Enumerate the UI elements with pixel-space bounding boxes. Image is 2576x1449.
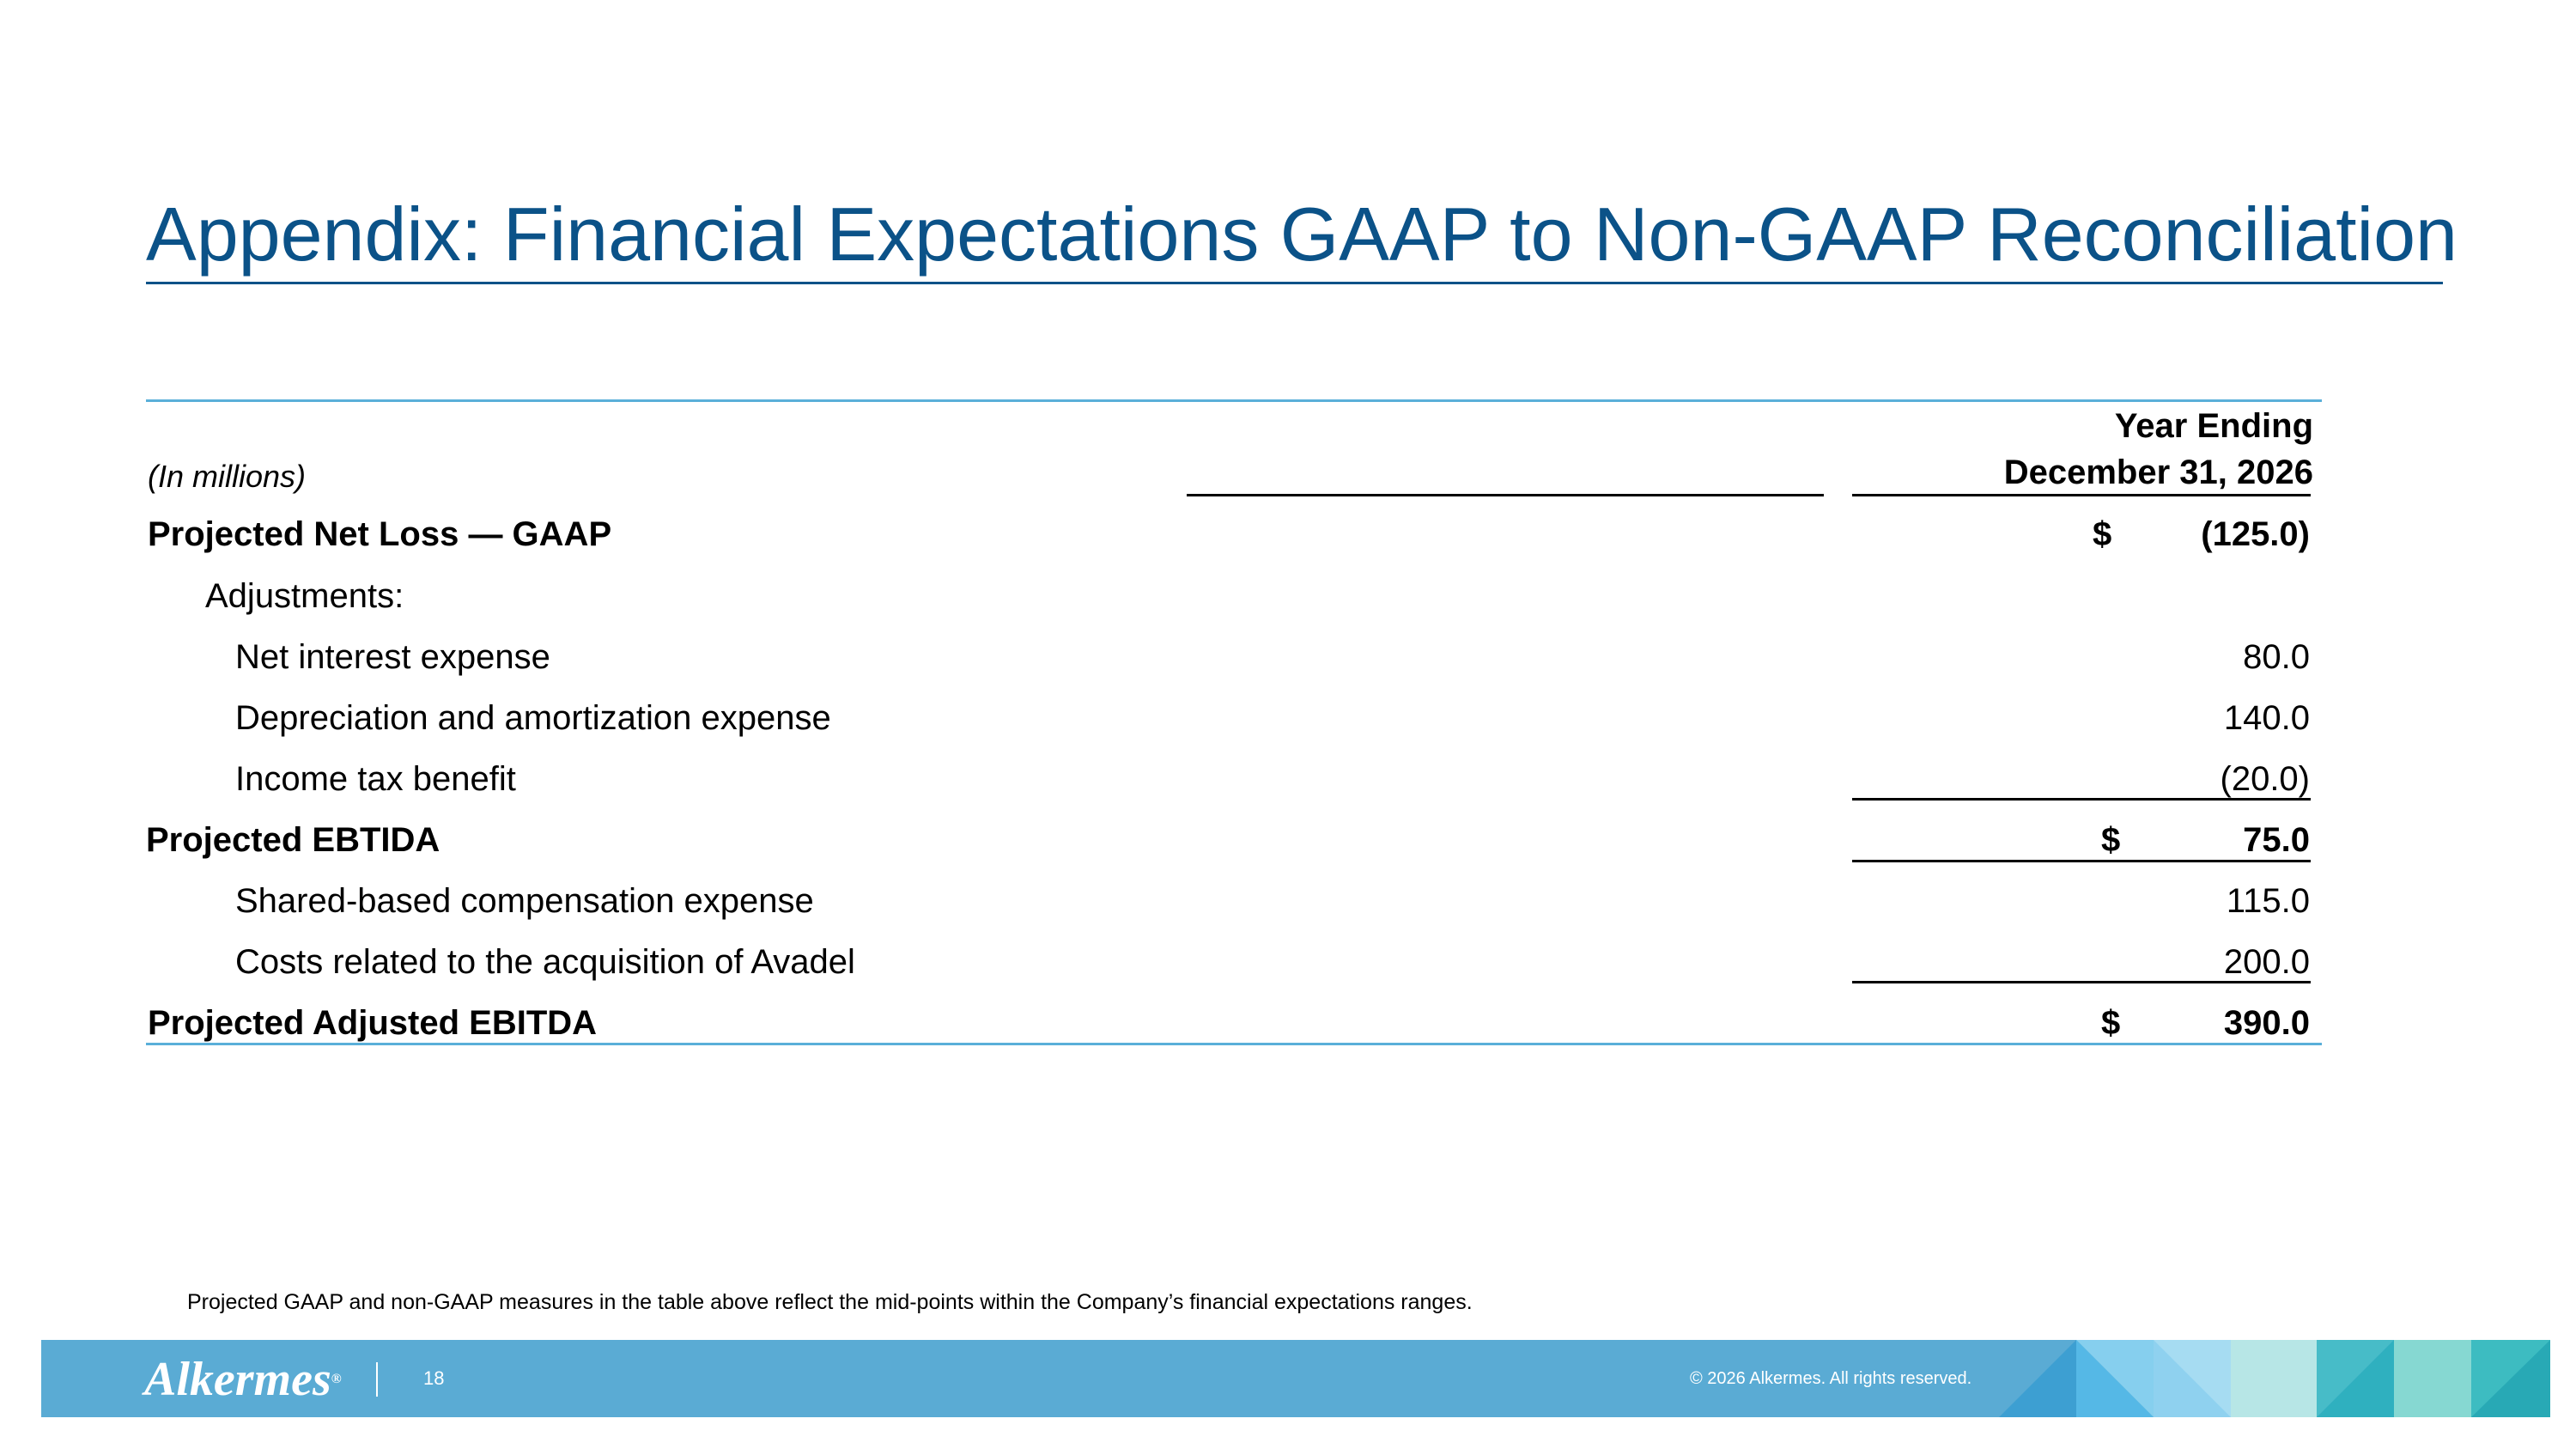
footer-divider [376, 1362, 378, 1397]
row-value: (125.0) [2201, 515, 2310, 553]
header-rule-right [1852, 494, 2311, 496]
currency-symbol: $ [2101, 1004, 2121, 1042]
row-value: 140.0 [2223, 699, 2310, 737]
page-title: Appendix: Financial Expectations GAAP to Non-GAAP Reconciliation [146, 192, 2458, 277]
page-number: 18 [423, 1367, 445, 1389]
row-value: 115.0 [2226, 882, 2310, 920]
row-value: 80.0 [2243, 638, 2310, 676]
company-logo [144, 1354, 342, 1405]
row-label: Shared-based compensation expense [235, 882, 814, 920]
column-header-year: Year Ending [2114, 407, 2313, 445]
subtotal-rule [1852, 981, 2311, 983]
currency-symbol: $ [2101, 821, 2121, 859]
units-label: (In millions) [148, 459, 307, 494]
row-label: Projected Net Loss — GAAP [148, 515, 612, 553]
logo-registered-mark: ® [331, 1372, 342, 1386]
decorative-triangles-icon [1999, 1340, 2550, 1417]
title-underline [146, 282, 2443, 284]
subtotal-rule [1852, 860, 2311, 862]
row-value: 200.0 [2223, 943, 2310, 981]
table-bottom-rule [146, 1043, 2322, 1045]
table-top-rule [146, 399, 2322, 402]
row-value: 75.0 [2243, 821, 2310, 859]
column-header-date: December 31, 2026 [2003, 454, 2313, 491]
row-label: Adjustments: [205, 577, 404, 615]
row-label: Costs related to the acquisition of Avadel [235, 943, 855, 981]
row-label: Projected EBTIDA [146, 821, 440, 859]
subtotal-rule [1852, 798, 2311, 801]
row-label: Depreciation and amortization expense [235, 699, 831, 737]
row-label: Income tax benefit [235, 760, 516, 798]
logo-text: Alkermes [144, 1353, 331, 1406]
row-value: (20.0) [2220, 760, 2310, 798]
footnote: Projected GAAP and non-GAAP measures in the table above reflect the mid-points within the Company’s financial expectations ranges. [187, 1290, 1473, 1314]
row-label: Net interest expense [235, 638, 550, 676]
header-rule-left [1187, 494, 1824, 496]
currency-symbol: $ [2093, 515, 2112, 553]
footer-band [41, 1340, 2550, 1417]
row-value: 390.0 [2223, 1004, 2310, 1042]
copyright-notice: © 2026 Alkermes. All rights reserved. [1690, 1369, 1972, 1388]
row-label: Projected Adjusted EBITDA [148, 1004, 598, 1042]
